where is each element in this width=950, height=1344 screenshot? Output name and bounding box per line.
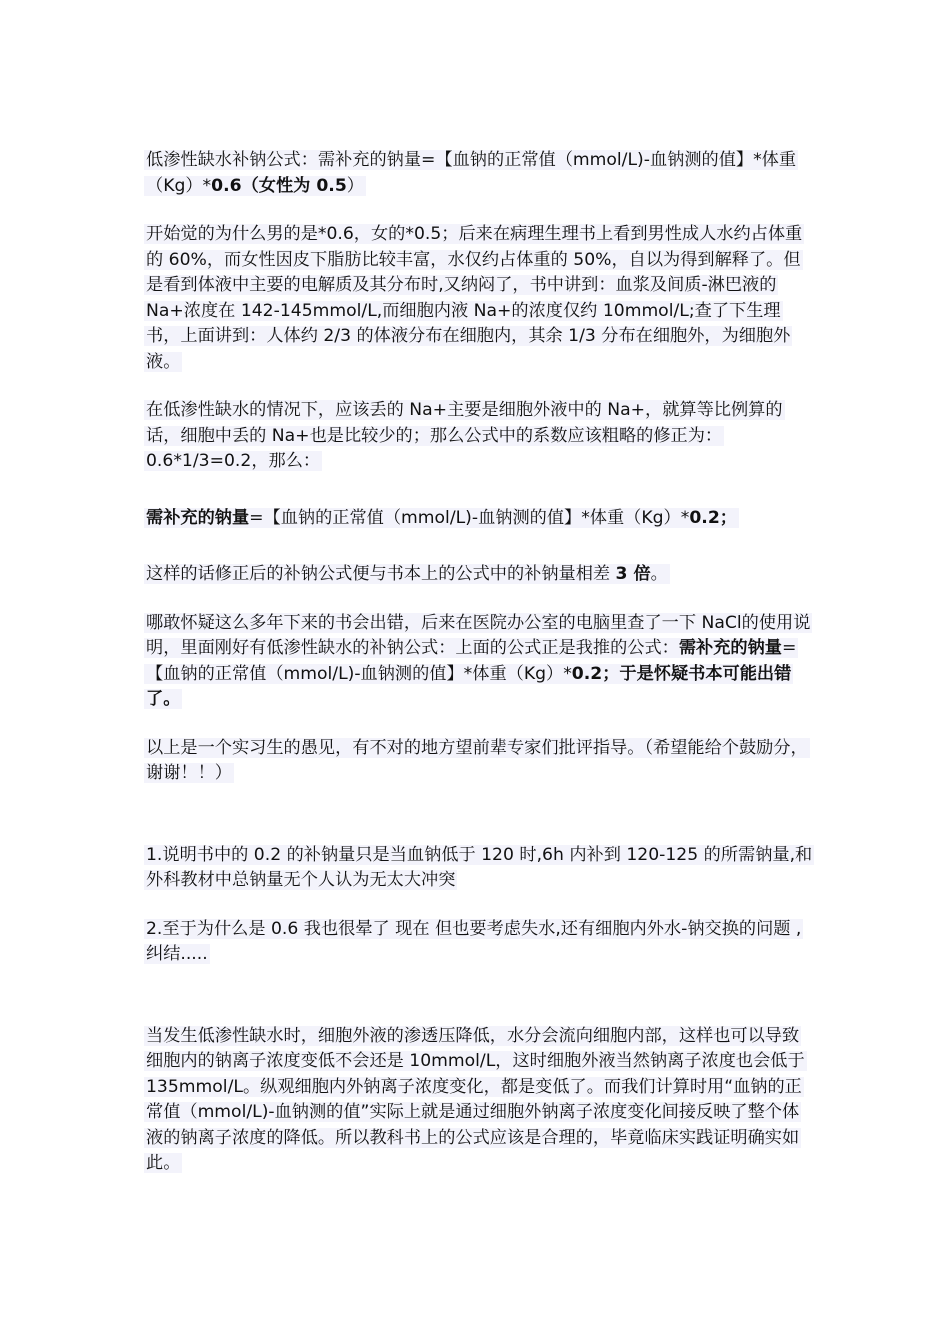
highlight-run: 当发生低渗性缺水时，细胞外液的渗透压降低，水分会流向细胞内部，这样也可以导致细胞内的钠离子浓度变低不会还是 10mmol/L，这时细胞外液当然钠离子浓度也会低于 135mmol/L。纵观细胞内外钠离子浓度变化，都是变低了。而我们计算时用“血钠的正常值（mmol/L)-血钠测的值”实际上就是通过细胞外钠离子浓度变化间接反映了整个体液的钠离子浓度的降低。所以教科书上的公式应该是合理的，毕竟临床实践证明确实如此。 <box>146 1025 805 1173</box>
highlight-run: 以上是一个实习生的愚见，有不对的地方望前辈专家们批评指导。（希望能给个鼓励分，谢谢！！） <box>146 737 808 783</box>
correction-paragraph <box>144 398 814 475</box>
formula-coefficient: 0.6（女性为 0.5 <box>211 175 347 196</box>
highlight-run <box>144 150 798 196</box>
difference-paragraph <box>144 562 814 588</box>
closing-paragraph <box>144 736 814 787</box>
doubt-text: 哪敢怀疑这么多年下来的书会出错，后来在医院办公室的电脑里查了一下 NaCl的使用说明，里面刚好有低渗性缺水的补钠公式：上面的公式正是我推的公式： <box>146 612 811 658</box>
highlight-run <box>144 613 812 710</box>
highlight-run: 在低渗性缺水的情况下，应该丢的 Na+主要是细胞外液中的 Na+，就算等比例算的话，细胞中丢的 Na+也是比较少的；那么公式中的系数应该粗略的修正为：0.6*1/3=0.2，那么： <box>146 400 783 471</box>
corrected-formula-paragraph <box>144 506 814 532</box>
corrected-formula-label: 需补充的钠量 <box>146 507 250 528</box>
formula-text: 低渗性缺水补钠公式：需补充的钠量=【血钠的正常值（mmol/L)-血钠测的值】*体重（Kg）* <box>146 150 797 196</box>
doubt-conclusion: 0.2；于是怀疑书本可能出错了。 <box>146 663 792 709</box>
highlight-run: 1.说明书中的 0.2 的补钠量只是当血钠低于 120 时,6h 内补到 120-125 的所需钠量,和外科教材中总钠量无个人认为无太大冲突 <box>146 844 813 890</box>
answer-paragraph <box>144 1024 814 1177</box>
reply-item-1 <box>144 843 814 894</box>
formula-paragraph <box>144 148 814 199</box>
explanation-paragraph <box>144 222 814 375</box>
corrected-formula-text: =【血钠的正常值（mmol/L)-血钠测的值】*体重（Kg）* <box>249 507 690 528</box>
doubt-formula-text: =【血钠的正常值（mmol/L)-血钠测的值】*体重（Kg）* <box>146 638 797 684</box>
highlight-run: 开始觉的为什么男的是*0.6，女的*0.5；后来在病理生理书上看到男性成人水约占体重的 60%，而女性因皮下脂肪比较丰富，水仅约占体重的 50%，自以为得到解释了。但是看到体液中主要的电解质及其分布时,又纳闷了，书中讲到：血浆及间质-淋巴液的 Na+浓度在 142-145mmol/L,而细胞内液 Na+的浓度仅约 10mmol/L;查了下生理书，上面讲到：人体约 2/3 的体液分布在细胞内，其余 1/3 分布在细胞外，为细胞外液。 <box>146 224 803 372</box>
highlight-run <box>144 508 739 528</box>
reply-item-2 <box>144 917 814 968</box>
corrected-formula-coefficient: 0.2； <box>689 507 737 528</box>
doubt-formula-label: 需补充的钠量 <box>678 638 782 658</box>
doubt-paragraph <box>144 611 814 713</box>
difference-value: 3 倍 <box>615 564 651 584</box>
highlight-run: 2.至于为什么是 0.6 我也很晕了 现在 但也要考虑失水,还有细胞内外水-钠交换的问题 ,纠结..... <box>146 918 802 964</box>
formula-close: ） <box>346 175 364 196</box>
difference-text: 这样的话修正后的补钠公式便与书本上的公式中的补钠量相差 <box>146 564 616 584</box>
difference-end: 。 <box>650 564 668 584</box>
highlight-run <box>144 564 670 584</box>
document-page <box>144 148 814 1177</box>
